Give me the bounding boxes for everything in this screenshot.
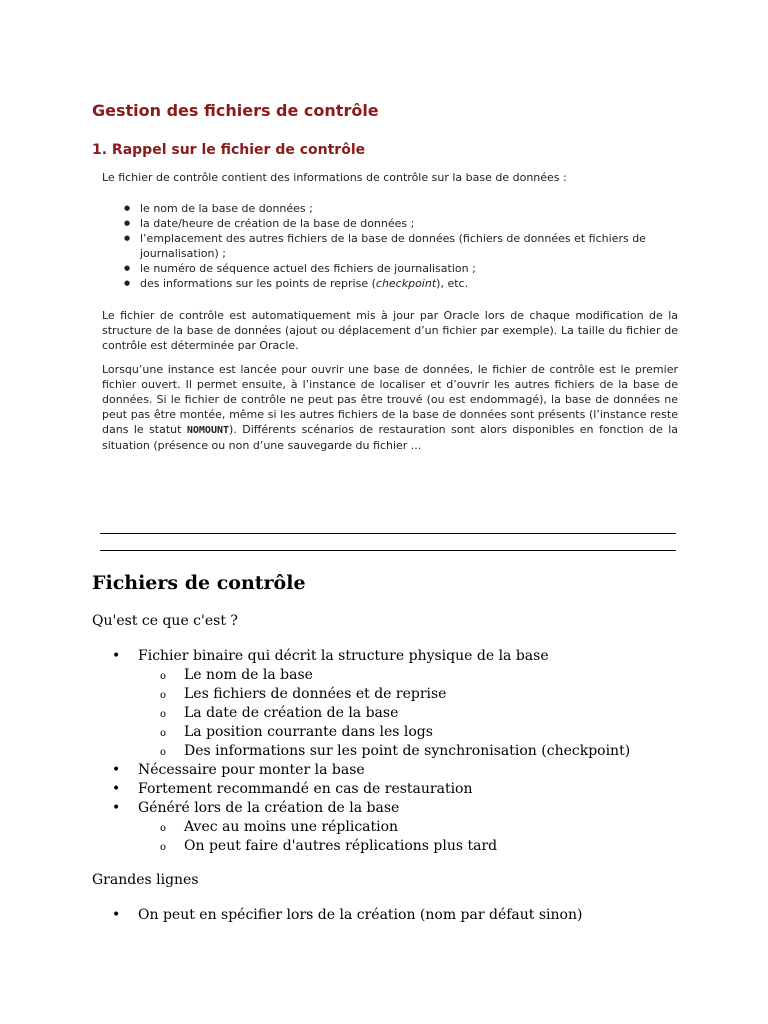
section-title: Gestion des fichiers de contrôle	[92, 101, 379, 120]
code-text: NOMOUNT	[186, 425, 230, 436]
list-item-text: ), etc.	[436, 277, 469, 290]
paragraph-text: Lorsqu’une instance est lancée pour ouvrir une base de données, le fichier de contrôle est le premier fichier ouvert. Il permet ensuite, à l’instance de localiser et d’ouvrir les autres fichiers de la base de données. Si le fichier de contrôle ne peut pas être trouvé (ou est endommagé), la base de données ne peut pas être montée, même si les autres fichiers de la base de données sont présents (l’instance reste dans le statut	[102, 363, 678, 436]
list-item: ● la date/heure de création de la base de données ;	[102, 216, 678, 231]
sub-list-item: o La date de création de la base	[138, 704, 692, 723]
sub-list-item: o La position courrante dans les logs	[138, 723, 692, 742]
fichiers-de-controle-section	[92, 570, 692, 925]
bullet-list	[92, 906, 692, 925]
sub-list-item: o Les fichiers de données et de reprise	[138, 685, 692, 704]
bullet-list	[92, 647, 692, 856]
sub-list-item: o Des informations sur les point de synchronisation (checkpoint)	[138, 742, 692, 761]
emphasis-text: checkpoint	[375, 277, 437, 290]
control-file-contents-list	[102, 201, 678, 291]
list-item: ● le nom de la base de données ;	[102, 201, 678, 216]
list-item	[92, 799, 692, 856]
list-item-text: des informations sur les points de reprise (	[140, 277, 376, 290]
horizontal-rule	[100, 533, 676, 534]
list-item: ● l’emplacement des autres fichiers de la base de données (fichiers de données et fichiers de journalisation) ;	[102, 231, 678, 261]
question-text: Qu'est ce que c'est ?	[92, 613, 238, 629]
list-item: • On peut en spécifier lors de la création (nom par défaut sinon)	[92, 906, 692, 925]
sub-list-item: o Avec au moins une réplication	[138, 818, 692, 837]
intro-paragraph: Le fichier de contrôle contient des informations de contrôle sur la base de données :	[102, 171, 567, 184]
list-item	[92, 647, 692, 761]
sub-list-item: o Le nom de la base	[138, 666, 692, 685]
grandes-lignes-text: Grandes lignes	[92, 872, 199, 888]
list-item: ● le numéro de séquence actuel des fichiers de journalisation ;	[102, 261, 678, 276]
section-subtitle: 1. Rappel sur le fichier de contrôle	[92, 142, 366, 158]
section-body	[102, 170, 678, 453]
instance-paragraph	[102, 362, 678, 453]
section-heading: Fichiers de contrôle	[92, 572, 306, 594]
auto-update-paragraph: Le fichier de contrôle est automatiquement mis à jour par Oracle lors de chaque modification de la structure de la base de données (ajout ou déplacement d’un fichier par exemple). La taille du fichier de contrôle est déterminée par Oracle.	[102, 309, 678, 352]
list-item: • Fortement recommandé en cas de restauration	[92, 780, 692, 799]
horizontal-rule	[100, 550, 676, 551]
list-item-text: Fichier binaire qui décrit la structure physique de la base	[138, 648, 549, 664]
list-item: • Nécessaire pour monter la base	[92, 761, 692, 780]
sub-list	[138, 818, 692, 856]
list-item-text: Généré lors de la création de la base	[138, 800, 400, 816]
sub-list	[138, 666, 692, 761]
list-item	[102, 276, 678, 291]
sub-list-item: o On peut faire d'autres réplications plus tard	[138, 837, 692, 856]
paragraph-text: ). Différents scénarios de restauration sont alors disponibles en fonction de la situation (présence ou non d’une sauvegarde du fichier ...	[102, 423, 678, 452]
oracle-control-file-section	[92, 100, 678, 453]
